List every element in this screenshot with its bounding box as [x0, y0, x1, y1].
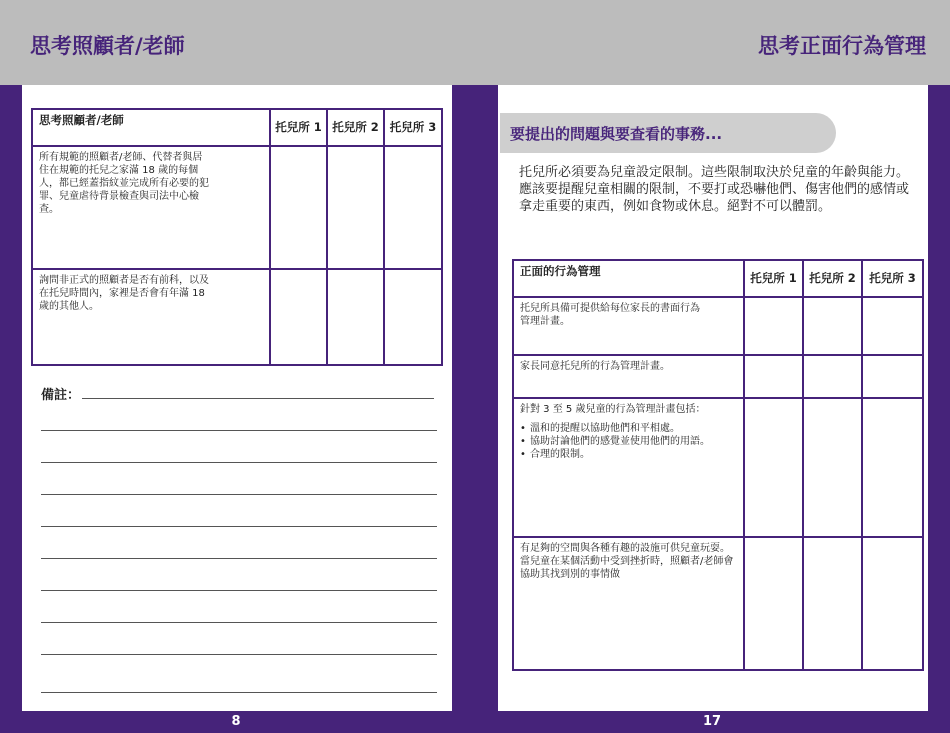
notes-line[interactable] [41, 654, 437, 655]
notes-line[interactable] [41, 430, 437, 431]
notes-line[interactable] [41, 590, 437, 591]
check-cell[interactable] [744, 355, 803, 398]
column-header-center-3: 托兒所 3 [862, 260, 923, 297]
notes-line[interactable] [41, 494, 437, 495]
check-cell[interactable] [744, 398, 803, 537]
row-text: 托兒所具備可提供給每位家長的書面行為管理計畫。 [513, 297, 744, 355]
check-cell[interactable] [862, 355, 923, 398]
left-page-number: 8 [231, 714, 241, 729]
row-text: 針對 3 至 5 歲兒童的行為管理計畫包括： [520, 404, 706, 415]
bullet-item: • 溫和的提醒以協助他們和平相處。 [520, 422, 737, 435]
notes-line[interactable] [41, 622, 437, 623]
check-cell[interactable] [803, 297, 862, 355]
table-row [513, 537, 923, 670]
check-cell[interactable] [862, 398, 923, 537]
row-text: 有足夠的空間與各種有趣的設施可供兒童玩耍。當兒童在某個活動中受到挫折時，照顧者/老師會協助其找到別的事情做 [513, 537, 744, 670]
notes-label: 備註： [41, 388, 81, 403]
notes-line[interactable] [41, 692, 437, 693]
check-cell[interactable] [327, 269, 384, 365]
notes-line[interactable] [41, 526, 437, 527]
column-header-center-3: 托兒所 3 [384, 109, 442, 146]
right-header-title: 思考正面行為管理 [758, 34, 926, 58]
table-header: 思考照顧者/老師 [32, 109, 270, 146]
right-page-number: 17 [702, 714, 722, 729]
behavior-management-table [512, 259, 924, 671]
row-text: 所有規範的照顧者/老師、代替者與居住在規範的托兒之家滿 18 歲的每個人，都已經蓋指紋並完成所有必要的犯罪、兒童虐待背景檢查與司法中心檢查。 [32, 146, 270, 269]
notes-line[interactable] [82, 398, 434, 399]
bullet-item: • 協助討論他們的感覺並使用他們的用語。 [520, 435, 737, 448]
check-cell[interactable] [270, 146, 327, 269]
table-row [513, 355, 923, 398]
check-cell[interactable] [384, 146, 442, 269]
check-cell[interactable] [862, 297, 923, 355]
table-row [32, 146, 442, 269]
intro-paragraph: 托兒所必須要為兒童設定限制。這些限制取決於兒童的年齡與能力。應該要提醒兒童相關的限制，不要打或恐嚇他們、傷害他們的感情或拿走重要的東西，例如食物或休息。絕對不可以體罰。 [519, 165, 910, 214]
bullet-item: • 合理的限制。 [520, 448, 737, 461]
column-header-center-2: 托兒所 2 [327, 109, 384, 146]
caregiver-checklist-table [31, 108, 443, 366]
check-cell[interactable] [862, 537, 923, 670]
check-cell[interactable] [803, 537, 862, 670]
table-row [32, 269, 442, 365]
check-cell[interactable] [744, 537, 803, 670]
table-row [513, 398, 923, 537]
row-text: 家長同意托兒所的行為管理計畫。 [513, 355, 744, 398]
section-banner [500, 113, 836, 153]
check-cell[interactable] [384, 269, 442, 365]
column-header-center-1: 托兒所 1 [270, 109, 327, 146]
section-title: 要提出的問題與要查看的事務... [510, 125, 723, 143]
check-cell[interactable] [327, 146, 384, 269]
left-header-title: 思考照顧者/老師 [30, 34, 185, 58]
bullet-list [520, 422, 737, 461]
table-header: 正面的行為管理 [513, 260, 744, 297]
check-cell[interactable] [803, 398, 862, 537]
check-cell[interactable] [744, 297, 803, 355]
column-header-center-1: 托兒所 1 [744, 260, 803, 297]
table-row [513, 297, 923, 355]
row-text: 詢問非正式的照顧者是否有前科，以及在托兒時間內，家裡是否會有年滿 18 歲的其他人。 [32, 269, 270, 365]
row-text-with-bullets [513, 398, 744, 537]
check-cell[interactable] [803, 355, 862, 398]
column-header-center-2: 托兒所 2 [803, 260, 862, 297]
notes-line[interactable] [41, 462, 437, 463]
notes-line[interactable] [41, 558, 437, 559]
check-cell[interactable] [270, 269, 327, 365]
